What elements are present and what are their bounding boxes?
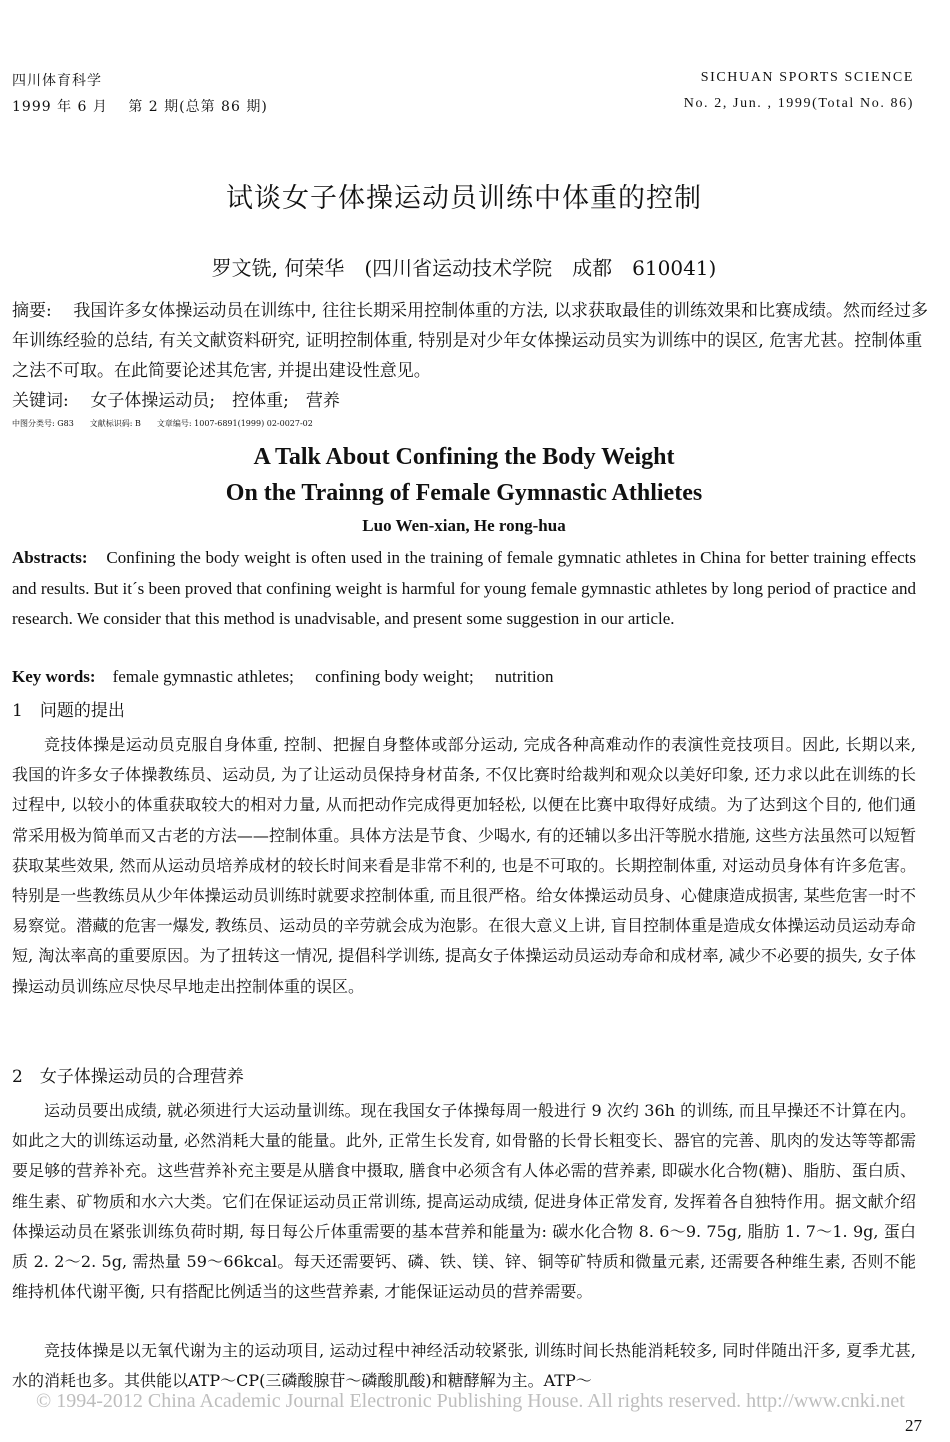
section-heading-2: 2 女子体操运动员的合理营养	[12, 1067, 244, 1087]
classification-line: 中图分类号: G83 文献标识码: B 文章编号: 1007-6891(1999) 02-0027-02	[12, 419, 313, 428]
keywords-label-cn: 关键词:	[12, 391, 69, 411]
article-title-en-line2: On the Trainng of Female Gymnastic Athlietes	[225, 480, 703, 506]
issue-info-en: No. 2, Jun. , 1999(Total No. 86)	[683, 96, 914, 111]
article-title-cn: 试谈女子体操运动员训练中体重的控制	[226, 183, 702, 214]
page-number: 27	[905, 1416, 922, 1435]
journal-name-cn: 四川体育科学	[12, 73, 102, 89]
keywords-en	[12, 662, 916, 693]
keywords-label-en: Key words:	[12, 667, 96, 686]
abstract-cn	[12, 296, 928, 386]
section-1-paragraph: 竞技体操是运动员克服自身体重, 控制、把握自身整体或部分运动, 完成各种高难动作的表演性竞技项目。因此, 长期以来, 我国的许多女子体操教练员、运动员, 为了让运动员保持身材苗条, 不仅比赛时给裁判和观众以美好印象, 还力求以此在训练的长过程中, 以较小的体重获取较大的相对力量, 从而把动作完成得更加轻松, 以便在比赛中取得好成绩。为了达到这个目的, 他们通常采用极为简单而又古老的方法——控制体重。具体方法是节食、少喝水, 有的还辅以多出汗等脱水措施, 这些方法虽然可以短暂获取某些效果, 然而从运动员培养成材的较长时间来看是非常不利的, 也是不可取的。长期控制体重, 对运动员身体有许多危害。特别是一些教练员从少年体操运动员训练时就要求控制体重, 而且很严格。给女体操运动员身、心健康造成损害, 某些危害一时不易察觉。潜藏的危害一爆发, 教练员、运动员的辛劳就会成为泡影。在很大意义上讲, 盲目控制体重是造成女体操运动员运动寿命短, 淘汰率高的重要原因。为了扭转这一情况, 提倡科学训练, 提高女子体操运动员运动寿命和成材率, 减少不必要的损失, 女子体操运动员训练应尽快尽早地走出控制体重的误区。	[12, 735, 916, 996]
abstract-text-cn: 我国许多女体操运动员在训练中, 往往长期采用控制体重的方法, 以求获取最佳的训练效果和比赛成绩。然而经过多年训练经验的总结, 有关文献资料研究, 证明控制体重, 特别是对少年女体操运动员实为训练中的误区, 危害尤甚。控制体重之法不可取。在此简要论述其危害, 并提出建设性意见。	[12, 301, 928, 381]
authors-en: Luo Wen-xian, He rong-hua	[362, 516, 566, 535]
abstract-en	[12, 543, 916, 635]
abstract-label-cn: 摘要:	[12, 301, 52, 321]
keywords-text-cn: 女子体操运动员; 控体重; 营养	[90, 391, 340, 411]
keywords-text-en: female gymnastic athletes; confining body weight; nutrition	[112, 667, 554, 686]
abstract-label-en: Abstracts:	[12, 548, 88, 567]
section-heading-1: 1 问题的提出	[12, 701, 125, 721]
abstract-text-en: Confining the body weight is often used in the training of female gymnatic athletes in China for better training effects and results. But it´s been proved that confining weight is harmful for young female gymnastic athletes by long period of practice and research. We consider that this method is unadvisable, and present some suggestion in our article.	[12, 548, 917, 628]
authors-cn: 罗文铣, 何荣华 (四川省运动技术学院 成都 610041)	[211, 256, 717, 280]
copyright-watermark: © 1994-2012 China Academic Journal Electronic Publishing House. All rights reserved. http://www.cnki.net	[36, 1390, 905, 1412]
keywords-cn	[12, 386, 340, 416]
section-2-paragraph-1: 运动员要出成绩, 就必须进行大运动量训练。现在我国女子体操每周一般进行 9 次约 36h 的训练, 而且早操还不计算在内。如此之大的训练运动量, 必然消耗大量的能量。此外, 正常生长发育, 如骨骼的长骨长粗变长、器官的完善、肌肉的发达等等都需要足够的营养补充。这些营养补充主要是从膳食中摄取, 膳食中必须含有人体必需的营养素, 即碳水化合物(糖)、脂肪、蛋白质、维生素、矿物质和水六大类。它们在保证运动员正常训练, 提高运动成绩, 促进身体正常发育, 发挥着各自独特作用。据文献介绍体操运动员在紧张训练负荷时期, 每日每公斤体重需要的基本营养和能量为: 碳水化合物 8. 6～9. 75g, 脂肪 1. 7～1. 9g, 蛋白质 2. 2～2. 5g, 需热量 59～66kcal。每天还需要钙、磷、铁、镁、锌、铜等矿特质和微量元素, 还需要各种维生素, 否则不能维持机体代谢平衡, 只有搭配比例适当的这些营养素, 才能保证运动员的营养需要。	[12, 1101, 916, 1302]
journal-name-en: SICHUAN SPORTS SCIENCE	[700, 70, 914, 85]
section-2-paragraph-2: 竞技体操是以无氧代谢为主的运动项目, 运动过程中神经活动较紧张, 训练时间长热能消耗较多, 同时伴随出汗多, 夏季尤甚, 水的消耗也多。其供能以ATP～CP(三磷酸腺苷～磷酸肌酸)和糖酵解为主。ATP～	[12, 1341, 916, 1391]
article-title-en-line1: A Talk About Confining the Body Weight	[253, 444, 675, 470]
issue-info-cn: 1999 年 6 月 第 2 期(总第 86 期)	[12, 99, 268, 115]
